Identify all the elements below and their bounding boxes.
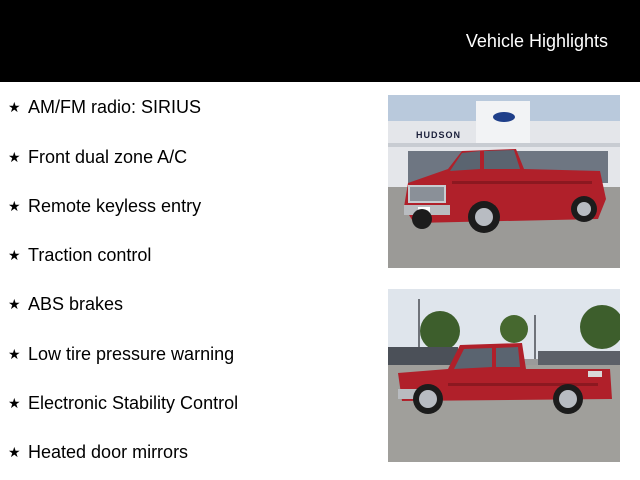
- star-icon: ★: [8, 444, 21, 460]
- star-icon: ★: [8, 296, 21, 312]
- star-icon: ★: [8, 149, 21, 165]
- feature-item: [8, 391, 238, 415]
- dealership-sign: HUDSON: [416, 130, 462, 140]
- vehicle-photo-side: [388, 289, 620, 462]
- feature-item: [8, 243, 151, 267]
- feature-label: Electronic Stability Control: [28, 392, 239, 413]
- feature-label: AM/FM radio: SIRIUS: [28, 96, 202, 117]
- feature-label: Front dual zone A/C: [28, 146, 188, 167]
- star-icon: ★: [8, 198, 21, 214]
- feature-label: Low tire pressure warning: [28, 343, 235, 364]
- star-icon: ★: [8, 99, 21, 115]
- star-icon: ★: [8, 247, 21, 263]
- header-bar: [0, 0, 640, 82]
- feature-item: [8, 145, 187, 169]
- feature-item: [8, 292, 123, 316]
- page-title: Vehicle Highlights: [465, 31, 608, 51]
- star-icon: ★: [8, 395, 21, 411]
- feature-label: Traction control: [28, 244, 152, 265]
- feature-item: [8, 194, 201, 218]
- feature-item: [8, 95, 201, 119]
- feature-label: Remote keyless entry: [28, 195, 202, 216]
- feature-label: ABS brakes: [28, 293, 124, 314]
- feature-item: [8, 440, 188, 464]
- vehicle-photo-front: [388, 95, 620, 268]
- star-icon: ★: [8, 346, 21, 362]
- feature-label: Heated door mirrors: [28, 441, 189, 462]
- feature-item: [8, 342, 234, 366]
